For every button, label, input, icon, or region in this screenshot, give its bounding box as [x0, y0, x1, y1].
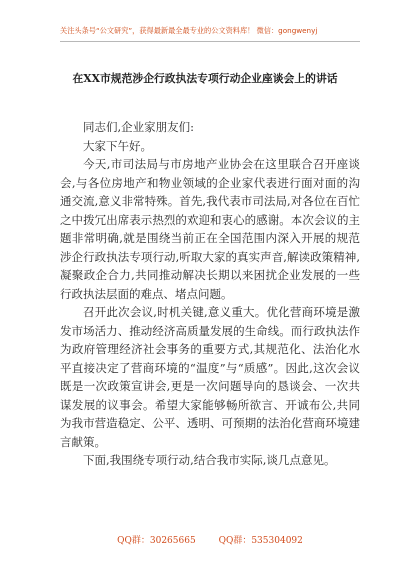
header-divider — [60, 41, 360, 42]
significance-paragraph: 召开此次会议,时机关键,意义重大。优化营商环境是激发市场活力、推动经济高质量发展的生命线。而行政执法作为政府管理经济社会事务的重要方式,其规范化、法治化水平直接决定了营商环境的“温度”与“质感”。因此,这次会议既是一次政策宣讲会,更是一次问题导向的恳谈会、一次共谋发展的议事会。希望大家能够畅所欲言、开诚布公,共同为我市营造稳定、公平、透明、可预期的法治化营商环境建言献策。 — [60, 305, 360, 449]
header-banner: 关注头条号“公文研究”，获得最新最全最专业的公文资料库！ 微信：gongwenyj — [60, 26, 318, 35]
footer — [60, 535, 360, 547]
greeting-paragraph: 大家下午好。 — [83, 138, 152, 153]
transition-paragraph: 下面,我围绕专项行动,结合我市实际,谈几点意见。 — [83, 453, 336, 467]
document-body — [60, 118, 360, 470]
document-title: 在XX市规范涉企行政执法专项行动企业座谈会上的讲话 — [72, 72, 338, 85]
footer-qq-group-1: QQ群：30265665 — [117, 536, 196, 546]
salutation-paragraph: 同志们,企业家朋友们: — [83, 120, 195, 134]
opening-paragraph: 今天,市司法局与市房地产业协会在这里联合召开座谈会,与各位房地产和物业领域的企业家代表进行面对面的沟通交流,意义非常特殊。首先,我代表市司法局,对各位在百忙之中拨冗出席表示热烈的欢迎和衷心的感谢。本次会议的主题非常明确,就是围绕当前正在全国范围内深入开展的规范涉企行政执法专项行动,听取大家的真实声音,解读政策精神,凝聚政企合力,共同推动解决长期以来困扰企业发展的一些行政执法层面的难点、堵点问题。 — [60, 157, 360, 301]
footer-qq-group-2: QQ群：535304092 — [218, 536, 303, 546]
